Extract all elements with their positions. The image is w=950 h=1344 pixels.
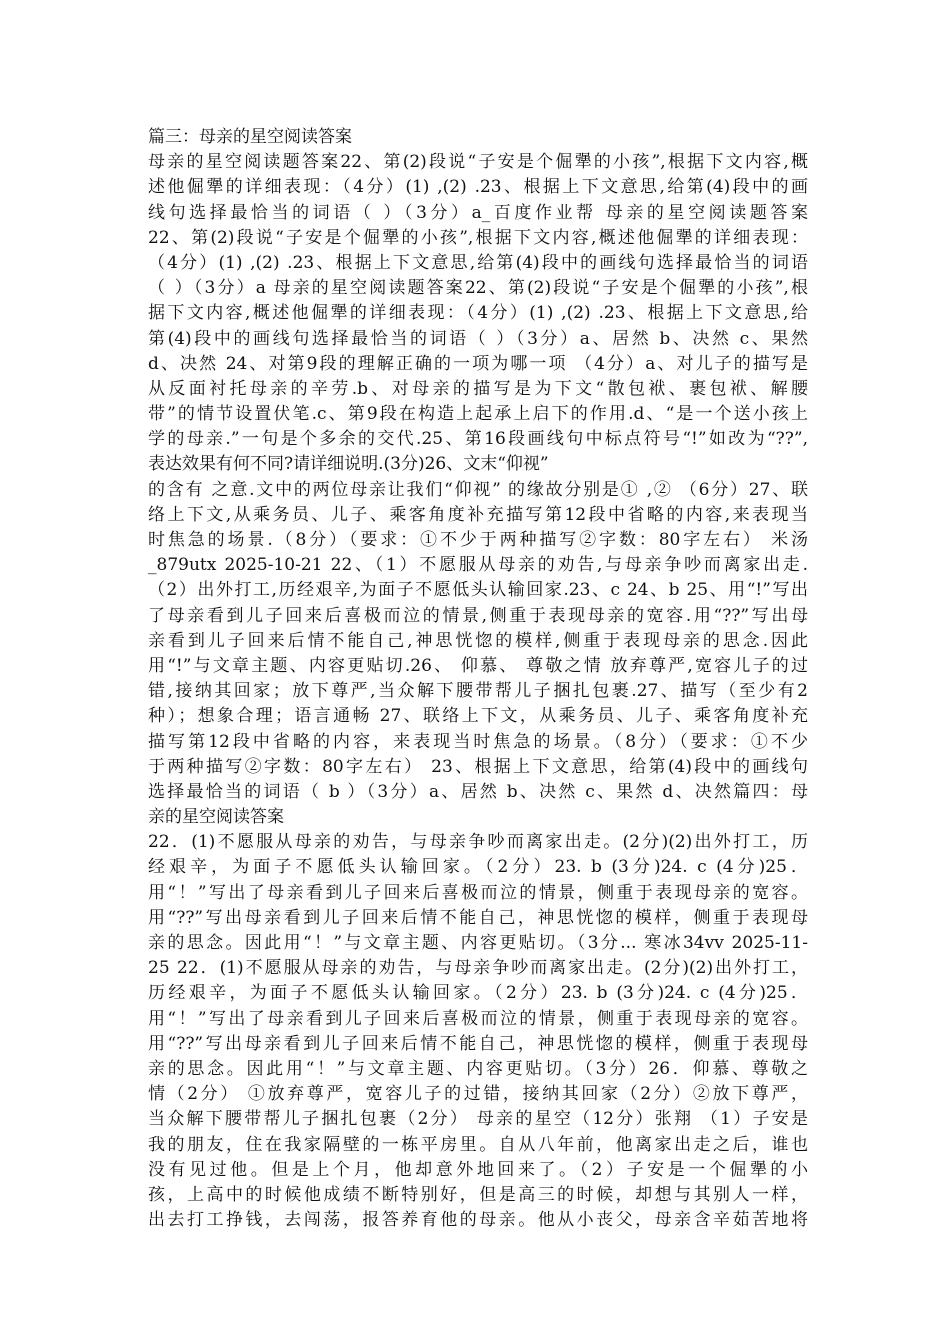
text-line: _879utx 2025-10-21 22、（1）不愿服从母亲的劝告,与母亲争吵而离家出走.: [148, 555, 808, 576]
text-line: （4分）(1) ,(2) .23、根据上下文意思,给第(4)段中的画线句选择最恰当的词语: [148, 252, 808, 273]
text-line: 亲的思念。因此用“！”与文章主题、内容更贴切。（3分）26．仰慕、尊敬之: [148, 1058, 808, 1079]
text-line: 我的朋友，住在我家隔壁的一栋平房里。自从八年前，他离家出走之后，谁也: [148, 1134, 808, 1155]
text-line: 种）；想象合理；语言通畅 27、联络上下文，从乘务员、儿子、乘客角度补充: [148, 706, 808, 727]
text-line: 了母亲看到儿子回来后喜极而泣的情景,侧重于表现母亲的宽容.用“??”写出母: [148, 605, 808, 626]
text-line: 述他倔犟的详细表现：（4分）(1) ,(2) .23、根据上下文意思,给第(4)段中的画: [148, 177, 808, 198]
text-line: 用“??”写出母亲看到儿子回来后情不能自己，神思恍惚的模样，侧重于表现母: [148, 907, 808, 928]
text-line: 从反面衬托母亲的辛劳.b、对母亲的描写是为下文“散包袱、裹包袱、解腰: [148, 378, 808, 399]
text-line: 错,接纳其回家；放下尊严,当众解下腰带帮儿子捆扎包裹.27、描写（至少有2: [148, 681, 808, 702]
section-heading: 篇三：母亲的星空阅读答案: [148, 127, 352, 147]
text-line: 的含有 之意.文中的两位母亲让我们“仰视” 的缘故分别是① ,② （6分）27、联: [148, 479, 808, 500]
text-line: 第(4)段中的画线句选择最恰当的词语（ ）（3分）a、居然 b、决然 c、果然: [148, 328, 808, 349]
document-body: [148, 125, 808, 1233]
text-line: 历经艰辛，为面子不愿低头认输回家。（2分）23. b (3分)24. c (4分)25．: [148, 983, 808, 1004]
text-line: 出去打工挣钱，去闯荡，报答养育他的母亲。他从小丧父，母亲含辛茹苦地将: [148, 1210, 808, 1231]
text-line: 络上下文,从乘务员、儿子、乘客角度补充描写第12段中省略的内容,来表现当: [148, 504, 808, 525]
text-line: 用“！”写出了母亲看到儿子回来后喜极而泣的情景，侧重于表现母亲的宽容。: [148, 882, 808, 903]
text-line: 情（2分） ①放弃尊严，宽容儿子的过错，接纳其回家（2分）②放下尊严，: [148, 1084, 808, 1105]
text-line: 据下文内容,概述他倔犟的详细表现：（4分）(1) ,(2) .23、根据上下文意思,给: [148, 303, 808, 324]
text-line: （ ）（3分）a 母亲的星空阅读题答案22、第(2)段说“子安是个倔犟的小孩”,根: [148, 278, 808, 299]
text-line: 当众解下腰带帮儿子捆扎包裹（2分） 母亲的星空（12分）张翔 （1）子安是: [148, 1109, 808, 1130]
text-line: 没有见过他。但是上个月，他却意外地回来了。（2）子安是一个倔犟的小: [148, 1159, 808, 1180]
text-line: d、决然 24、对第9段的理解正确的一项为哪一项 （4分）a、对儿子的描写是: [148, 353, 808, 374]
text-line: 22、第(2)段说“子安是个倔犟的小孩”,根据下文内容,概述他倔犟的详细表现：: [148, 227, 808, 248]
text-line: 母亲的星空阅读题答案22、第(2)段说“子安是个倔犟的小孩”,根据下文内容,概: [148, 152, 808, 173]
text-line: 孩，上高中的时候他成绩不断特别好，但是高三的时候，却想与其别人一样，: [148, 1184, 808, 1205]
text-line: 于两种描写②字数：80字左右） 23、根据上下文意思，给第(4)段中的画线句: [148, 756, 808, 777]
text-line: 用“??”写出母亲看到儿子回来后情不能自己，神思恍惚的模样，侧重于表现母: [148, 1033, 808, 1054]
text-line: 学的母亲.”一句是个多余的交代.25、第16段画线句中标点符号“!”如改为“??”,: [148, 429, 808, 450]
text-line: （2）出外打工,历经艰辛,为面子不愿低头认输回家.23、c 24、b 25、用“!”写出: [148, 580, 808, 601]
text-line: 亲看到儿子回来后情不能自己,神思恍惚的模样,侧重于表现母亲的思念.因此: [148, 630, 808, 651]
text-line: 亲的思念。因此用“！”与文章主题、内容更贴切。（3分... 寒冰34vv 2025-11-: [148, 933, 808, 953]
text-line: 选择最恰当的词语（ b ）（3分）a、居然 b、决然 c、果然 d、决然篇四：母: [148, 781, 808, 802]
text-line: 25 22．(1)不愿服从母亲的劝告，与母亲争吵而离家出走。(2分)(2)出外打工，: [148, 958, 808, 979]
text-line: 经艰辛，为面子不愿低头认输回家。（2分）23. b (3分)24. c (4分)25．: [148, 857, 808, 878]
text-line: 用“!”与文章主题、内容更贴切.26、 仰慕、 尊敬之情 放弃尊严,宽容儿子的过: [148, 655, 808, 676]
text-line: 22．(1)不愿服从母亲的劝告，与母亲争吵而离家出走。(2分)(2)出外打工，历: [148, 832, 808, 853]
text-line: 线句选择最恰当的词语（ ）（3分）a_百度作业帮 母亲的星空阅读题答案: [148, 202, 808, 223]
text-line: 带”的情节设置伏笔.c、第9段在构造上起承上启下的作用.d、“是一个送小孩上: [148, 404, 808, 425]
text-line: 用“！”写出了母亲看到儿子回来后喜极而泣的情景，侧重于表现母亲的宽容。: [148, 1008, 808, 1029]
text-line: 亲的星空阅读答案: [148, 807, 284, 828]
text-line: 描写第12段中省略的内容，来表现当时焦急的场景。（8分）（要求：①不少: [148, 731, 808, 752]
text-line: 表达效果有何不同?请详细说明.(3分)26、文末“仰视”: [148, 454, 549, 475]
text-line: 时焦急的场景.（8分）（要求：①不少于两种描写②字数：80字左右） 米汤: [148, 530, 808, 550]
